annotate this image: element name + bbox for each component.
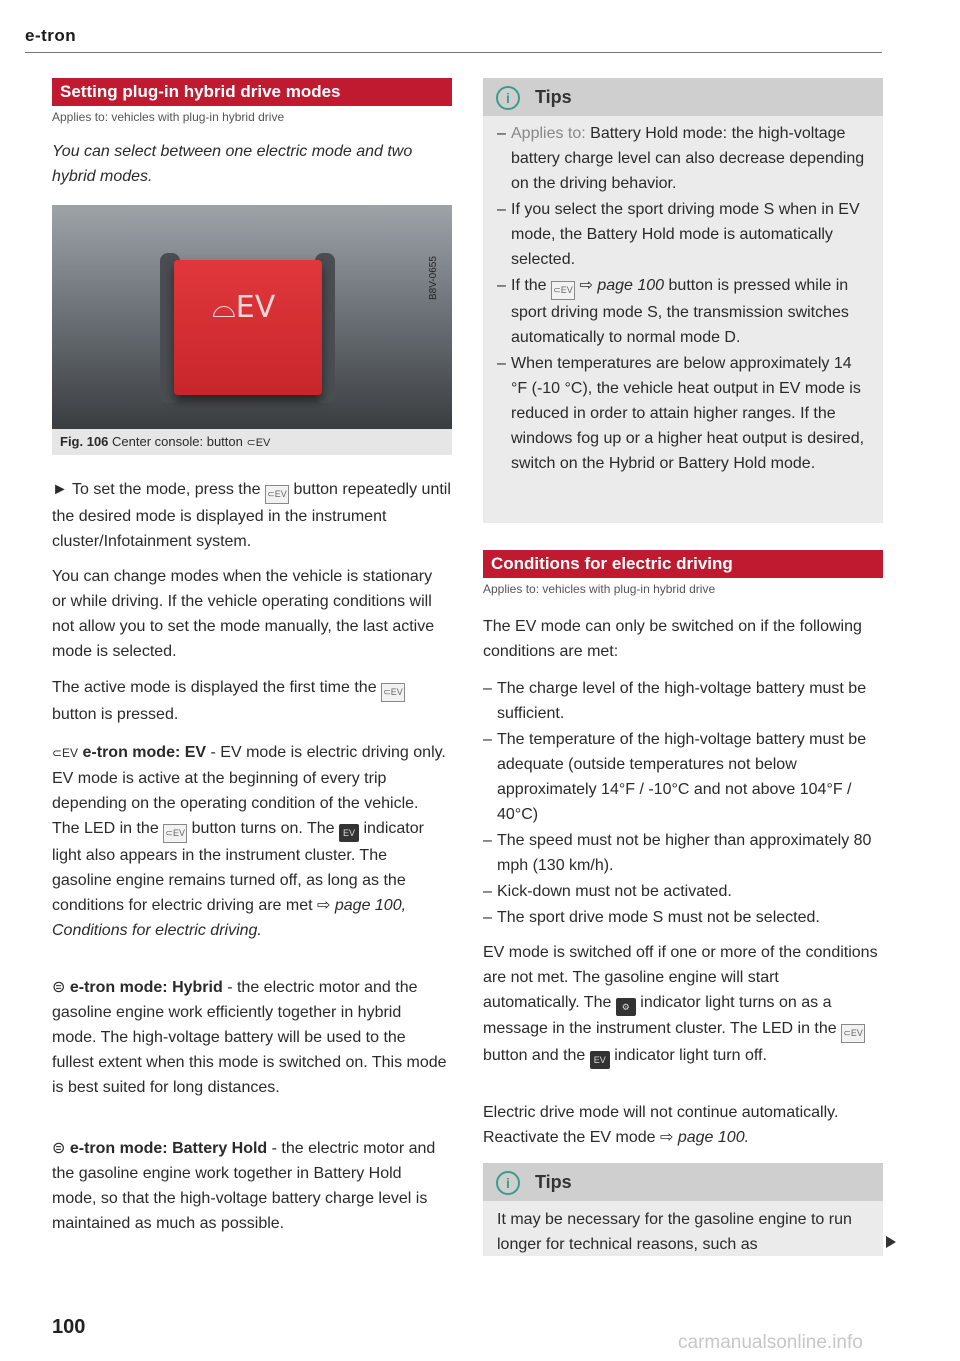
ev-icon: ⌓EV	[212, 290, 276, 325]
ev-button-icon: ⊂EV	[246, 437, 271, 449]
tip-item: – When temperatures are below approximately 14 °F (-10 °C), the vehicle heat output in EV mode is reduced in order to attain higher ranges. If the windows fog up or a higher heat output is desired, switch on the Hybrid or Battery Hold mode.	[483, 351, 871, 476]
battery-hold-mode-description: ⊜ e-tron mode: Battery Hold - the electric motor and the gasoline engine work together in Battery Hold mode, so that the high-voltage battery charge level is maintained as much as possible.	[52, 1140, 436, 1232]
ev-button-icon: ⊂EV	[551, 281, 575, 300]
condition-item: – Kick-down must not be activated.	[469, 879, 879, 904]
ev-indicator-icon: EV	[339, 824, 359, 842]
tips-label: Tips	[535, 87, 572, 107]
header-title: e-tron	[25, 26, 77, 45]
tips-header	[483, 1163, 883, 1201]
ev-mode-description: ⊂EV e-tron mode: EV - EV mode is electric driving only. EV mode is active at the beginning of every trip depending on the operating condition of the vehicle. The LED in the ⊂EV button turns on. The EV indicator light also appears in the instrument cluster. The gasoline engine remains turned off, as long as the conditions for electric driving are met ⇨ page 100, Conditions for electric driving.	[52, 744, 446, 939]
tips-box-gasoline-engine	[483, 1163, 883, 1256]
ev-button-illustration	[174, 260, 322, 395]
ev-indicator-icon: EV	[590, 1051, 610, 1069]
page-number: 100	[52, 1316, 86, 1338]
step-instruction: ► To set the mode, press the ⊂EV button repeatedly until the desired mode is displayed in the instrument cluster/Infotainment system.	[52, 481, 451, 550]
tip-item: – Applies to: Battery Hold mode: the high-voltage battery charge level can also decrease depending on the driving behavior.	[483, 121, 871, 196]
info-icon: i	[496, 86, 520, 110]
figure-caption: Fig. 106 Center console: button ⊂EV	[52, 429, 452, 455]
figure-image-code: B8V-0655	[428, 256, 439, 300]
applies-to-right: Applies to: vehicles with plug-in hybrid drive	[483, 582, 716, 596]
condition-item: – The charge level of the high-voltage battery must be sufficient.	[469, 676, 879, 726]
intro-text: You can select between one electric mode and two hybrid modes.	[52, 143, 413, 185]
condition-item: – The sport drive mode S must not be selected.	[469, 905, 879, 930]
tips-text: It may be necessary for the gasoline engine to run longer for technical reasons, such as	[497, 1211, 852, 1253]
link-page-100[interactable]: ⇨ page 100.	[660, 1129, 750, 1146]
link-page-100[interactable]: ⇨ page 100	[579, 277, 665, 294]
figure-center-console	[52, 205, 452, 429]
ev-button-icon: ⊂EV	[841, 1024, 865, 1043]
ev-off-paragraph: EV mode is switched off if one or more of the conditions are not met. The gasoline engine will start automatically. The ⚙ indicator light turns on as a message in the instrument cluster. The LED in the ⊂EV button and the EV indicator light turn off.	[483, 940, 879, 1069]
link-conditions-electric-driving[interactable]: ⇨ page 100, Conditions for electric driving.	[52, 897, 407, 939]
tip-item: – If the ⊂EV ⇨ page 100 button is pressed while in sport driving mode S, the transmission switches automatically to normal mode D.	[483, 273, 871, 350]
condition-item: – The speed must not be higher than approximately 80 mph (130 km/h).	[469, 828, 879, 878]
tips-header	[483, 78, 883, 116]
info-icon: i	[496, 1171, 520, 1195]
reactivate-paragraph: Electric drive mode will not continue automatically. Reactivate the EV mode ⇨ page 100.	[483, 1104, 839, 1146]
paragraph-active-mode: The active mode is displayed the first time the ⊂EV button is pressed.	[52, 675, 452, 727]
tips-label: Tips	[535, 1172, 572, 1192]
applies-to-left: Applies to: vehicles with plug-in hybrid drive	[52, 110, 285, 124]
hybrid-mode-icon: ⊜	[52, 979, 66, 996]
tips-box-battery-hold	[483, 78, 883, 523]
engine-indicator-icon: ⚙	[616, 998, 636, 1016]
header-rule	[25, 52, 882, 53]
ev-button-icon: ⊂EV	[381, 683, 405, 702]
conditions-list	[469, 676, 879, 931]
paragraph-change-modes: You can change modes when the vehicle is stationary or while driving. If the vehicle operating conditions will not allow you to set the mode manually, the last active mode is selected.	[52, 568, 435, 660]
battery-hold-icon: ⊜	[52, 1140, 66, 1157]
watermark: carmanualsonline.info	[678, 1332, 863, 1353]
ev-mode-icon: ⊂EV	[52, 746, 79, 760]
section-title-conditions: Conditions for electric driving	[483, 550, 883, 578]
section-title-drive-modes: Setting plug-in hybrid drive modes	[52, 78, 452, 106]
ev-button-icon: ⊂EV	[265, 485, 289, 504]
ev-button-icon: ⊂EV	[163, 824, 187, 843]
continue-arrow-icon	[886, 1236, 896, 1248]
condition-item: – The temperature of the high-voltage battery must be adequate (outside temperatures not below approximately 14°F / -10°C and not above 104°F / 40°C)	[469, 727, 879, 827]
hybrid-mode-description: ⊜ e-tron mode: Hybrid - the electric motor and the gasoline engine work efficiently together in hybrid mode. The high-voltage battery will be used to the fullest extent when this mode is switched on. This mode is best suited for long distances.	[52, 979, 447, 1096]
tip-item: – If you select the sport driving mode S when in EV mode, the Battery Hold mode is automatically selected.	[483, 197, 871, 272]
conditions-intro: The EV mode can only be switched on if the following conditions are met:	[483, 618, 862, 660]
